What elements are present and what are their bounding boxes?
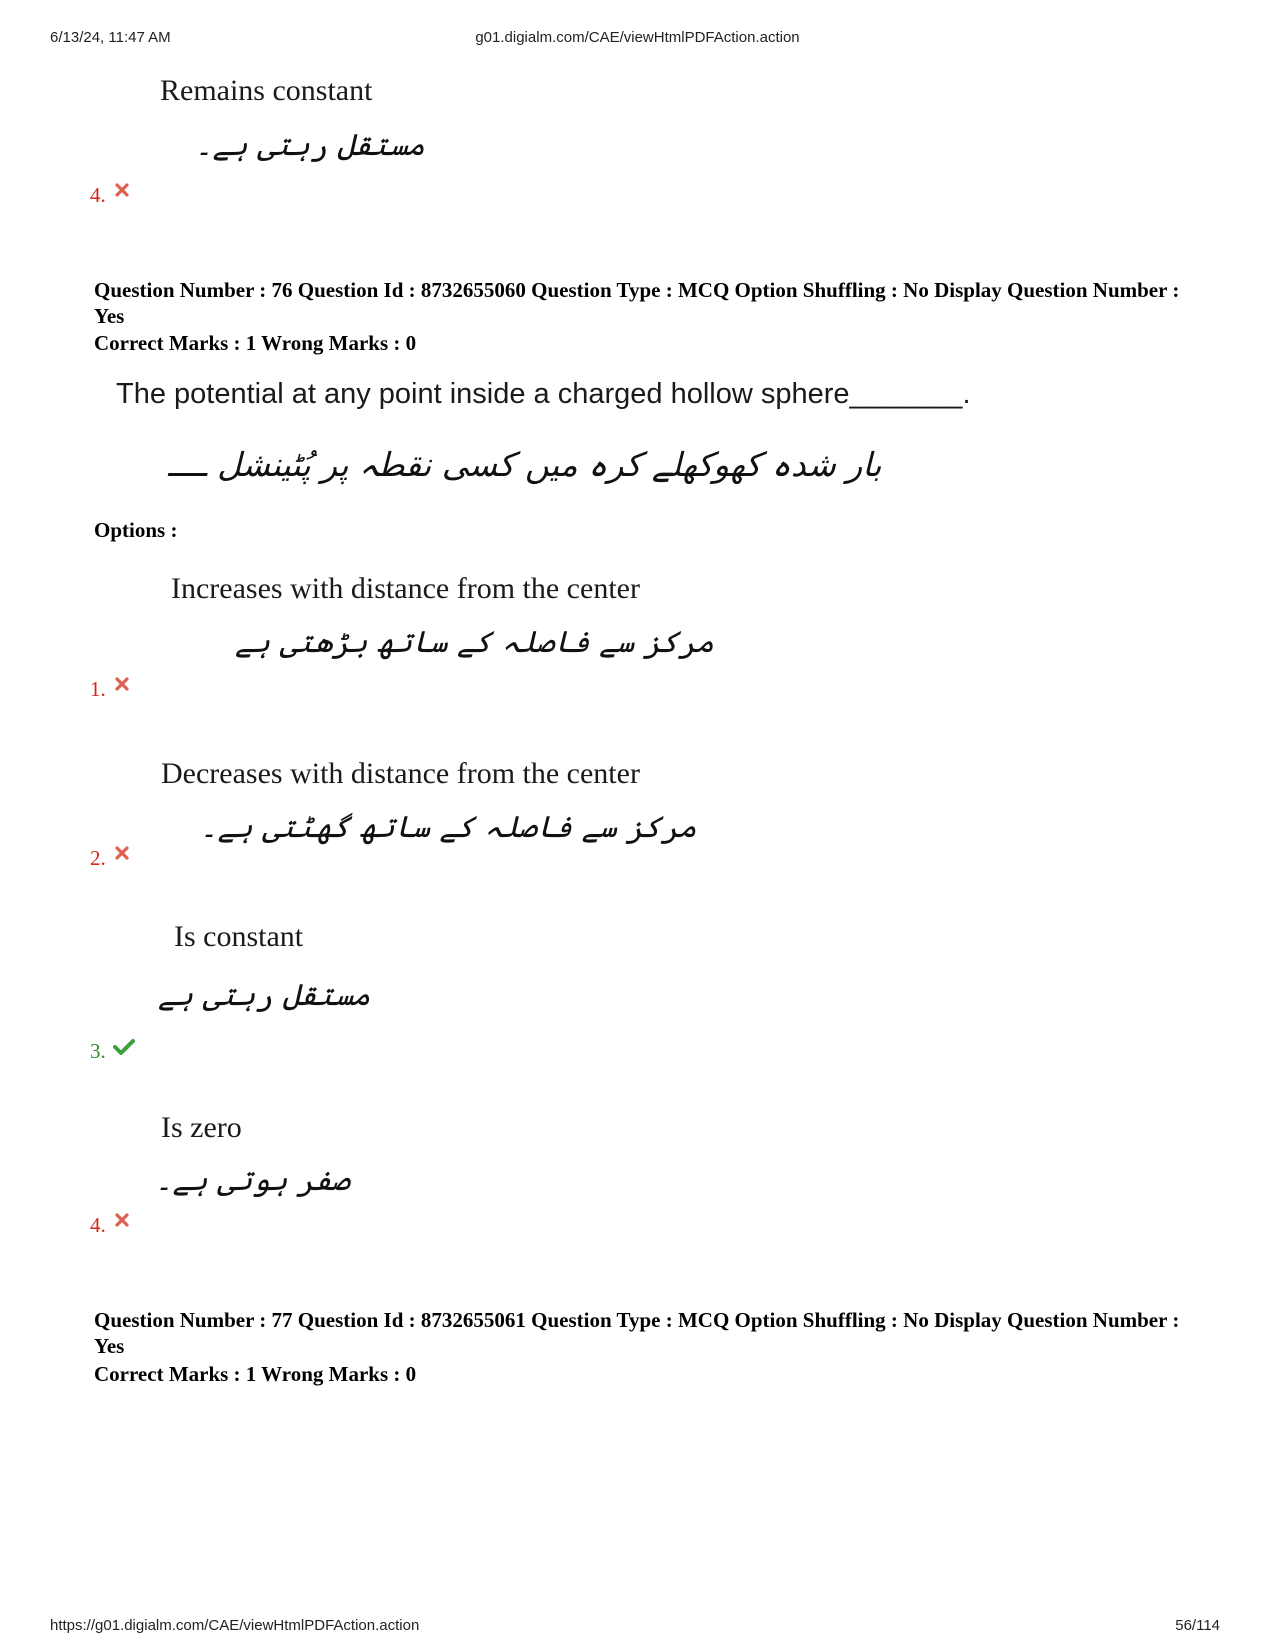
option-english-text: Is constant [174, 920, 304, 953]
option-urdu-text: مرکز سے فاصلہ کے ساتھ بڑھتی ہے [235, 625, 715, 660]
options-label: Options : [94, 518, 178, 542]
option-english-text: Is zero [161, 1111, 242, 1144]
print-url: g01.digialm.com/CAE/viewHtmlPDFAction.action [475, 29, 800, 46]
option-number: 4. [90, 1213, 106, 1237]
next-question-meta: Question Number : 77 Question Id : 8732655061 Question Type : MCQ Option Shuffling : No Display Question Number : Yes [94, 1308, 1180, 1358]
option-number: 1. [90, 677, 106, 701]
question-marks: Correct Marks : 1 Wrong Marks : 0 [94, 331, 417, 355]
cross-icon [115, 677, 129, 691]
option-number: 3. [90, 1039, 106, 1063]
cross-icon [115, 1213, 129, 1227]
print-datetime: 6/13/24, 11:47 AM [50, 29, 171, 46]
option-urdu-text: صفر ہوتی ہے۔ [155, 1163, 350, 1198]
option-urdu-text: مستقل رہتی ہے۔ [195, 128, 426, 163]
question-meta: Question Number : 76 Question Id : 8732655060 Question Type : MCQ Option Shuffling : No Display Question Number : Yes [94, 278, 1180, 328]
page-number: 56/114 [1175, 1617, 1220, 1634]
option-urdu-text: مرکز سے فاصلہ کے ساتھ گھٹتی ہے۔ [200, 810, 697, 845]
cross-icon [115, 183, 129, 197]
footer-url: https://g01.digialm.com/CAE/viewHtmlPDFAction.action [50, 1617, 420, 1634]
option-english-text: Decreases with distance from the center [161, 757, 640, 790]
option-number: 4. [90, 183, 106, 207]
option-urdu-text: مستقل رہتی ہے [158, 978, 371, 1013]
next-question-marks: Correct Marks : 1 Wrong Marks : 0 [94, 1362, 417, 1386]
option-english-text: Remains constant [160, 74, 373, 107]
option-number: 2. [90, 846, 106, 870]
check-icon [113, 1038, 135, 1056]
option-english-text: Increases with distance from the center [171, 572, 640, 605]
cross-icon [115, 846, 129, 860]
question-english-text: The potential at any point inside a charged hollow sphere_______. [116, 378, 971, 410]
question-urdu-text: بار شدہ کھوکھلے کرہ میں کسی نقطہ پر پُٹینشل ــــ [168, 445, 882, 484]
